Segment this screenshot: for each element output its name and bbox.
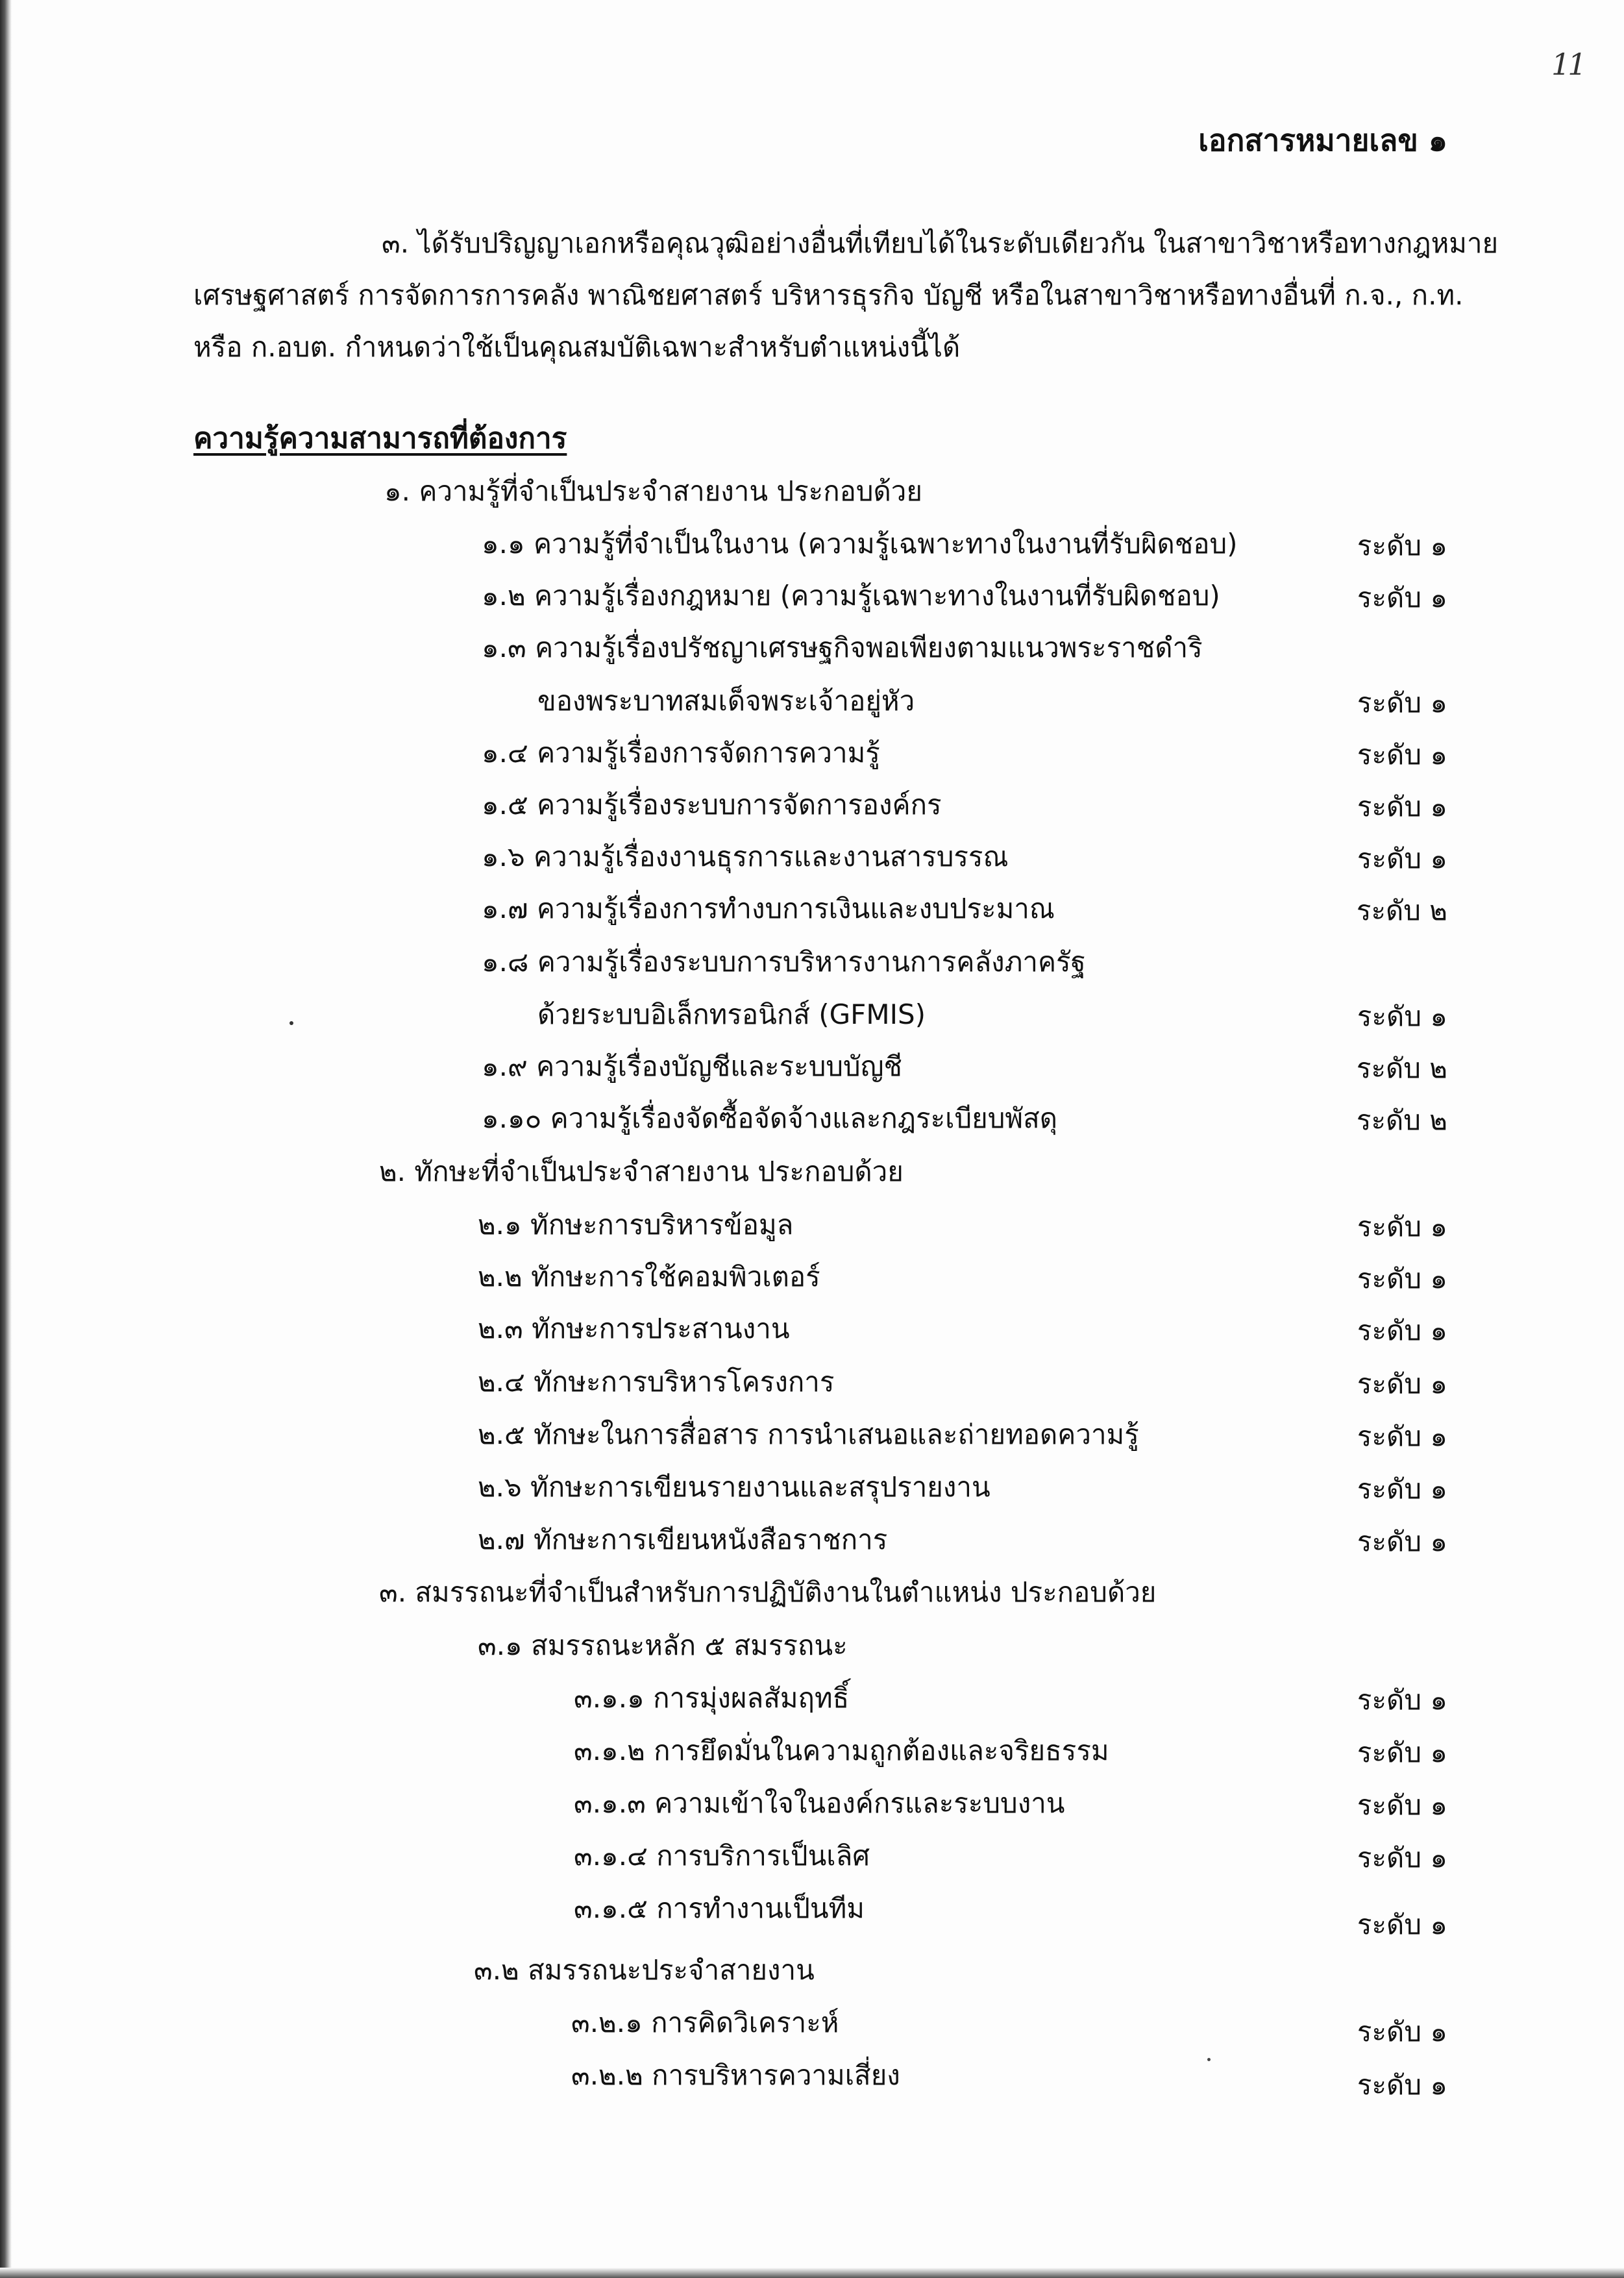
level-1-1: ระดับ ๑: [1357, 530, 1447, 562]
list-item-1-8: ๑.๘ ความรู้เรื่องระบบการบริหารงานการคลังภาครัฐ: [482, 946, 1086, 978]
list-item-2-2: ๒.๒ ทักษะการใช้คอมพิวเตอร์: [478, 1261, 820, 1293]
list-item-2-3: ๒.๓ ทักษะการประสานงาน: [478, 1313, 790, 1344]
section-1-title: ๑. ความรู้ที่จำเป็นประจำสายงาน ประกอบด้วย: [384, 475, 922, 507]
level-2-6: ระดับ ๑: [1357, 1473, 1447, 1505]
intro-paragraph: [193, 217, 1499, 373]
list-item-3-2-2: ๓.๒.๒ การบริหารความเสี่ยง: [571, 2059, 900, 2091]
list-item-3-1-2: ๓.๑.๒ การยึดมั่นในความถูกต้องและจริยธรรม: [574, 1735, 1109, 1766]
section-heading: ความรู้ความสามารถที่ต้องการ: [193, 422, 567, 455]
intro-line-2: เศรษฐศาสตร์ การจัดการการคลัง พาณิชยศาสตร์ บริหารธุรกิจ บัญชี หรือในสาขาวิชาหรือทางอื่นที่ ก.จ., ก.ท.: [193, 279, 1464, 311]
list-item-1-1: ๑.๑ ความรู้ที่จำเป็นในงาน (ความรู้เฉพาะทางในงานที่รับผิดชอบ): [482, 528, 1238, 560]
list-item-1-10: ๑.๑๐ ความรู้เรื่องจัดซื้อจัดจ้างและกฎระเบียบพัสดุ: [482, 1102, 1058, 1134]
level-1-7: ระดับ ๒: [1356, 895, 1447, 926]
section-3-title: ๓. สมรรถนะที่จำเป็นสำหรับการปฏิบัติงานในตำแหน่ง ประกอบด้วย: [379, 1576, 1157, 1608]
level-3-1-1: ระดับ ๑: [1357, 1684, 1447, 1716]
list-item-1-8-cont: ด้วยระบบอิเล็กทรอนิกส์ (GFMIS): [537, 998, 926, 1030]
document-label: เอกสารหมายเลข ๑: [1198, 123, 1447, 158]
list-item-3-1-1: ๓.๑.๑ การมุ่งผลสัมฤทธิ์: [574, 1682, 850, 1714]
scan-speck: [1207, 2058, 1211, 2061]
level-2-4: ระดับ ๑: [1357, 1368, 1447, 1400]
scan-edge-bottom: [0, 2268, 1624, 2278]
level-2-5: ระดับ ๑: [1357, 1420, 1447, 1452]
list-item-1-2: ๑.๒ ความรู้เรื่องกฎหมาย (ความรู้เฉพาะทางในงานที่รับผิดชอบ): [482, 580, 1220, 612]
level-3-2-2: ระดับ ๑: [1357, 2069, 1447, 2101]
level-3-1-4: ระดับ ๑: [1357, 1842, 1447, 1874]
section-2-title: ๒. ทักษะที่จำเป็นประจำสายงาน ประกอบด้วย: [379, 1156, 904, 1187]
subsection-3-2-title: ๓.๒ สมรรถนะประจำสายงาน: [474, 1954, 815, 1986]
list-item-1-9: ๑.๙ ความรู้เรื่องบัญชีและระบบบัญชี: [482, 1050, 902, 1082]
level-2-2: ระดับ ๑: [1357, 1263, 1447, 1294]
list-item-1-4: ๑.๔ ความรู้เรื่องการจัดการความรู้: [482, 737, 880, 769]
list-item-2-6: ๒.๖ ทักษะการเขียนรายงานและสรุปรายงาน: [478, 1471, 990, 1503]
list-item-1-7: ๑.๗ ความรู้เรื่องการทำงบการเงินและงบประมาณ: [482, 893, 1055, 924]
list-item-2-7: ๒.๗ ทักษะการเขียนหนังสือราชการ: [478, 1524, 888, 1555]
level-2-1: ระดับ ๑: [1357, 1211, 1447, 1243]
subsection-3-1-title: ๓.๑ สมรรถนะหลัก ๕ สมรรถนะ: [478, 1629, 848, 1661]
list-item-3-1-4: ๓.๑.๔ การบริการเป็นเลิศ: [574, 1840, 870, 1872]
intro-line-1: ๓. ได้รับปริญญาเอกหรือคุณวุฒิอย่างอื่นที่เทียบได้ในระดับเดียวกัน ในสาขาวิชาหรือทางกฎหมาย: [382, 227, 1499, 259]
level-1-8: ระดับ ๑: [1357, 1000, 1447, 1032]
level-1-9: ระดับ ๒: [1356, 1052, 1447, 1084]
level-3-1-2: ระดับ ๑: [1357, 1737, 1447, 1768]
level-1-4: ระดับ ๑: [1357, 739, 1447, 771]
level-2-7: ระดับ ๑: [1357, 1526, 1447, 1557]
page-number: 11: [1551, 47, 1584, 82]
level-1-6: ระดับ ๑: [1357, 843, 1447, 874]
level-2-3: ระดับ ๑: [1357, 1315, 1447, 1346]
list-item-3-1-3: ๓.๑.๓ ความเข้าใจในองค์กรและระบบงาน: [574, 1787, 1065, 1819]
level-1-3: ระดับ ๑: [1357, 687, 1447, 719]
level-1-2: ระดับ ๑: [1357, 582, 1447, 613]
list-item-1-3: ๑.๓ ความรู้เรื่องปรัชญาเศรษฐกิจพอเพียงตามแนวพระราชดำริ: [482, 632, 1203, 663]
list-item-3-2-1: ๓.๒.๑ การคิดวิเคราะห์: [571, 2007, 839, 2038]
list-item-1-5: ๑.๕ ความรู้เรื่องระบบการจัดการองค์กร: [482, 789, 942, 821]
list-item-2-5: ๒.๕ ทักษะในการสื่อสาร การนำเสนอและถ่ายทอดความรู้: [478, 1418, 1139, 1450]
scan-speck: [289, 1021, 293, 1025]
list-item-1-3-cont: ของพระบาทสมเด็จพระเจ้าอยู่หัว: [537, 685, 915, 717]
list-item-2-1: ๒.๑ ทักษะการบริหารข้อมูล: [478, 1209, 794, 1241]
list-item-1-6: ๑.๖ ความรู้เรื่องงานธุรการและงานสารบรรณ: [482, 841, 1009, 873]
level-1-5: ระดับ ๑: [1357, 791, 1447, 823]
list-item-3-1-5: ๓.๑.๕ การทำงานเป็นทีม: [574, 1892, 865, 1924]
level-1-10: ระดับ ๒: [1356, 1104, 1447, 1136]
list-item-2-4: ๒.๔ ทักษะการบริหารโครงการ: [478, 1366, 835, 1398]
intro-line-3: หรือ ก.อบต. กำหนดว่าใช้เป็นคุณสมบัติเฉพาะสำหรับตำแหน่งนี้ได้: [193, 331, 961, 363]
scan-edge-left: [0, 0, 12, 2278]
level-3-1-3: ระดับ ๑: [1357, 1789, 1447, 1821]
level-3-2-1: ระดับ ๑: [1357, 2016, 1447, 2048]
level-3-1-5: ระดับ ๑: [1357, 1909, 1447, 1940]
